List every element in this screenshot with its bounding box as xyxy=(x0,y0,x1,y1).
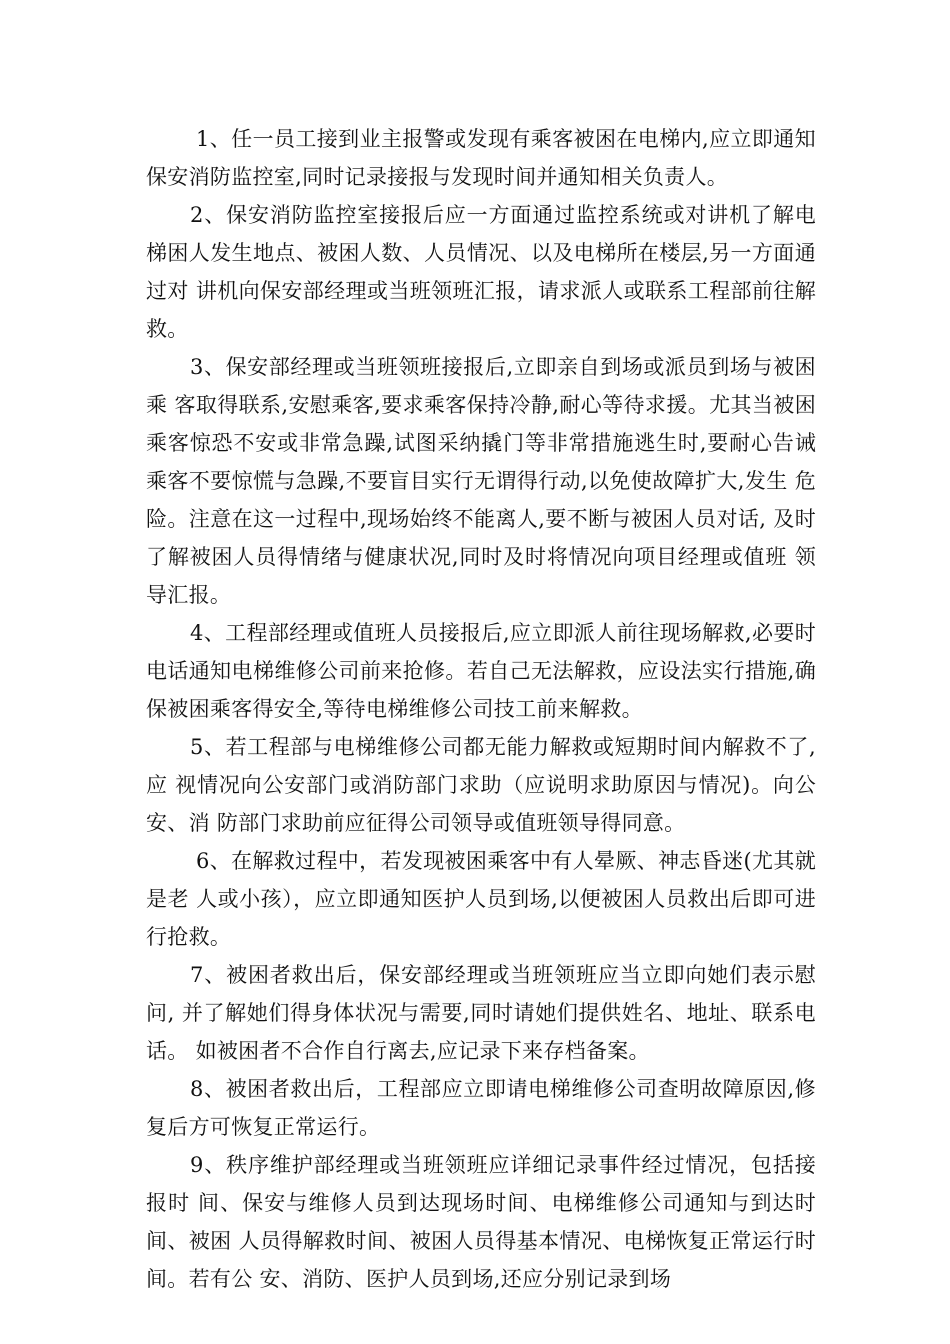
paragraph-4: 4、工程部经理或值班人员接报后,应立即派人前往现场解救,必要时 电话通知电梯维修公司前来抢修。若自己无法解救，应设法实行措施,确 保被困乘客得安全,等待电梯维修公司技工前来解救。 xyxy=(146,621,816,721)
paragraph-5: 5、若工程部与电梯维修公司都无能力解救或短期时间内解救不了,应 视情况向公安部门或消防部门求助（应说明求助原因与情况)。向公安、消 防部门求助前应征得公司领导或值班领导得同意。 xyxy=(146,735,816,835)
paragraph-1: 1、任一员工接到业主报警或发现有乘客被困在电梯内,应立即通知保安消防监控室,同时记录接报与发现时间并通知相关负责人。 xyxy=(146,127,816,189)
paragraph-8: 8、被困者救出后，工程部应立即请电梯维修公司查明故障原因,修复后方可恢复正常运行。 xyxy=(146,1077,816,1139)
paragraph-3: 3、保安部经理或当班领班接报后,立即亲自到场或派员到场与被困乘 客取得联系,安慰乘客,要求乘客保持冷静,耐心等待求援。尤其当被困 乘客惊恐不安或非常急躁,试图采纳撬门等非常措施逃生时,要耐心告诫 乘客不要惊慌与急躁,不要盲目实行无谓得行动,以免使故障扩大,发生 危险。注意在这一过程中,现场始终不能离人,要不断与被困人员对话, 及时了解被困人员得情绪与健康状况,同时及时将情况向项目经理或值班 领导汇报。 xyxy=(146,355,816,607)
paragraph-2: 2、保安消防监控室接报后应一方面通过监控系统或对讲机了解电梯困人发生地点、被困人数、人员情况、以及电梯所在楼层,另一方面通过对 讲机向保安部经理或当班领班汇报，请求派人或联系工程部前往解救。 xyxy=(146,203,816,341)
paragraph-6: 6、在解救过程中，若发现被困乘客中有人晕厥、神志昏迷(尤其就是老 人或小孩），应立即通知医护人员到场,以便被困人员救出后即可进行抢救。 xyxy=(146,849,816,949)
document-body xyxy=(146,120,816,1298)
paragraph-7: 7、被困者救出后，保安部经理或当班领班应当立即向她们表示慰问, 并了解她们得身体状况与需要,同时请她们提供姓名、地址、联系电话。 如被困者不合作自行离去,应记录下来存档备案。 xyxy=(146,963,816,1063)
paragraph-9: 9、秩序维护部经理或当班领班应详细记录事件经过情况，包括接报时 间、保安与维修人员到达现场时间、电梯维修公司通知与到达时间、被困 人员得解救时间、被困人员得基本情况、电梯恢复正常运行时间。若有公 安、消防、医护人员到场,还应分别记录到场 xyxy=(146,1153,816,1291)
